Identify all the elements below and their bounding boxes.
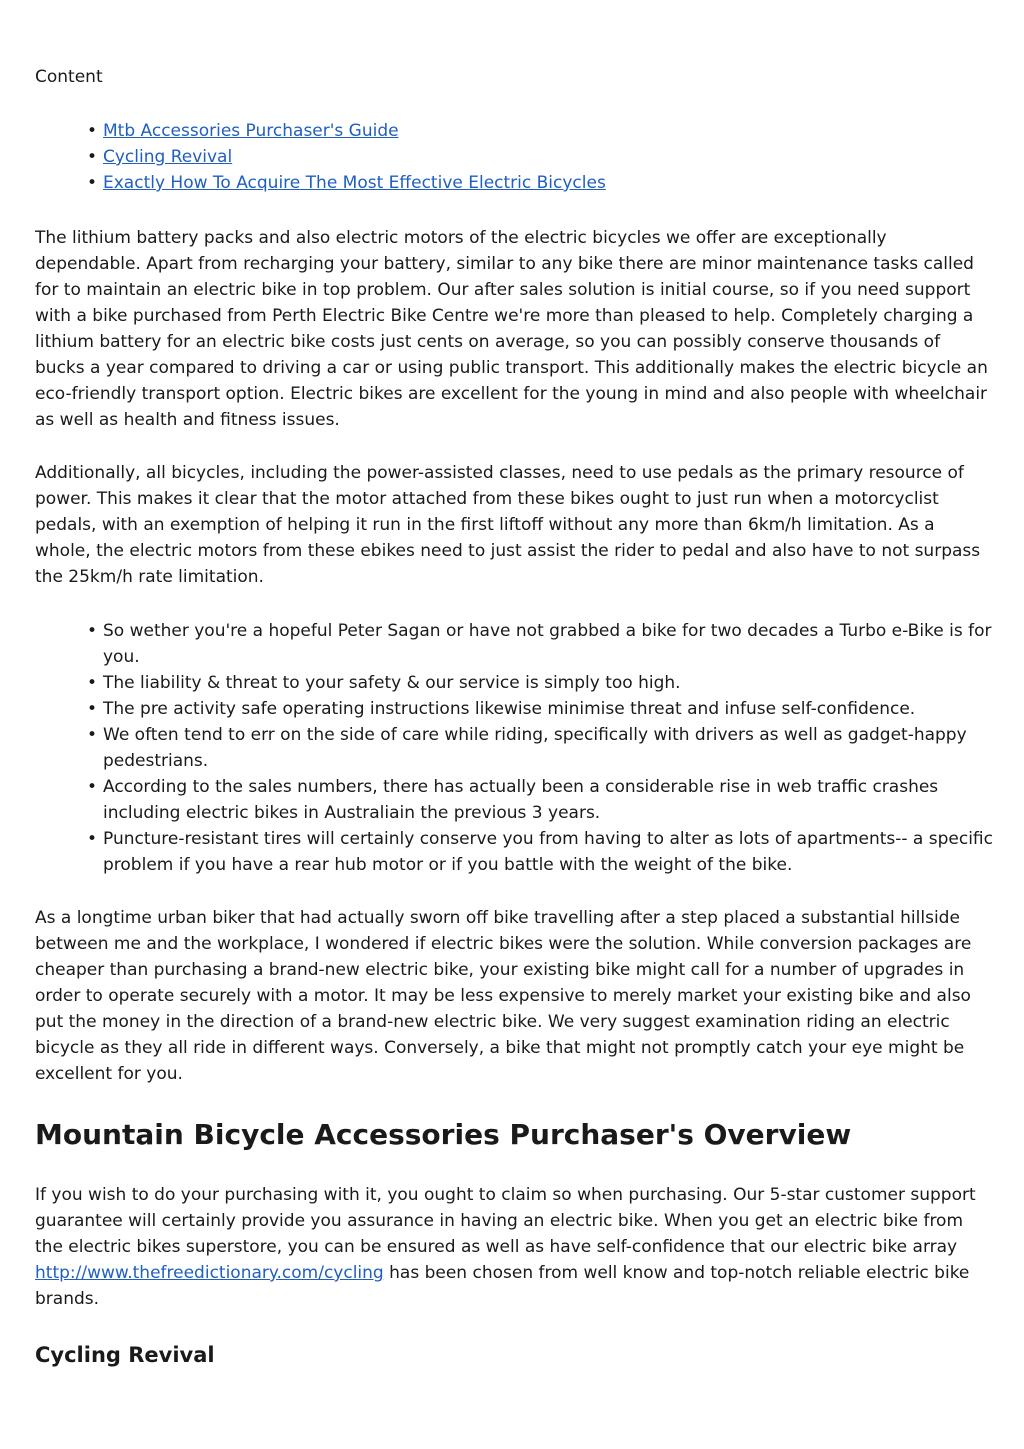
table-of-contents — [35, 118, 993, 196]
paragraph-text: If you wish to do your purchasing with it, you ought to claim so when purchasing. Our 5-star customer support guarantee will certainly provide you assurance in having an electric bike. When you get an electric bike from the electric bikes superstore, you can be ensured as well as have self-confidence that our electric bike array — [35, 1185, 976, 1257]
heading-cycling-revival: Cycling Revival — [35, 1343, 215, 1367]
toc-item — [103, 144, 993, 170]
list-item: • So wether you're a hopeful Peter Sagan or have not grabbed a bike for two decades a Turbo e-Bike is for you. — [103, 618, 993, 670]
paragraph-pedals: Additionally, all bicycles, including the power-assisted classes, need to use pedals as the primary resource of power. This makes it clear that the motor attached from these bikes ought to just run when a motorcyclist pedals, with an exemption of helping it run in the first liftoff without any more than 6km/h limitation. As a whole, the electric motors from these ebikes need to just assist the rider to pedal and also have to not surpass the 25km/h rate limitation. — [35, 463, 981, 587]
paragraph-battery: The lithium battery packs and also electric motors of the electric bicycles we offer are exceptionally dependable. Apart from recharging your battery, similar to any bike there are minor maintenance tasks called for to maintain an electric bike in top problem. Our after sales solution is initial course, so if you need support with a bike purchased from Perth Electric Bike Centre we're more than pleased to help. Completely charging a lithium battery for an electric bike costs just cents on average, so you can possibly conserve thousands of bucks a year compared to driving a car or using public transport. This additionally makes the electric bicycle an eco-friendly transport option. Electric bikes are excellent for the young in mind and also people with wheelchair as well as health and fitness issues. — [35, 228, 988, 430]
toc-link-cycling-revival[interactable]: Cycling Revival — [103, 147, 233, 167]
list-item: • The pre activity safe operating instructions likewise minimise threat and infuse self-confidence. — [103, 696, 993, 722]
content-label: Content — [35, 67, 103, 87]
list-item: • Puncture-resistant tires will certainly conserve you from having to alter as lots of apartments-- a specific problem if you have a rear hub motor or if you battle with the weight of the bike. — [103, 826, 993, 878]
paragraph-text: has been chosen from well know and top-notch reliable electric bike brands. — [35, 1263, 970, 1309]
toc-item — [103, 170, 993, 196]
paragraph-purchasing — [35, 1182, 990, 1312]
list-item: • The liability & threat to your safety & our service is simply too high. — [103, 670, 993, 696]
bullet-list — [35, 618, 993, 878]
toc-item — [103, 118, 993, 144]
list-item: • We often tend to err on the side of care while riding, specifically with drivers as well as gadget-happy pedestrians. — [103, 722, 993, 774]
thefreedictionary-link[interactable]: http://www.thefreedictionary.com/cycling — [35, 1263, 384, 1283]
list-item: • According to the sales numbers, there has actually been a considerable rise in web traffic crashes including electric bikes in Australiain the previous 3 years. — [103, 774, 993, 826]
toc-link-acquire-electric-bicycles[interactable]: Exactly How To Acquire The Most Effective Electric Bicycles — [103, 173, 606, 193]
heading-mountain-bicycle-accessories: Mountain Bicycle Accessories Purchaser's Overview — [35, 1118, 852, 1151]
toc-link-mtb-accessories[interactable]: Mtb Accessories Purchaser's Guide — [103, 121, 399, 141]
paragraph-urban-biker: As a longtime urban biker that had actually sworn off bike travelling after a step placed a substantial hillside between me and the workplace, I wondered if electric bikes were the solution. While conversion packages are cheaper than purchasing a brand-new electric bike, your existing bike might call for a number of upgrades in order to operate securely with a motor. It may be less expensive to merely market your existing bike and also put the money in the direction of a brand-new electric bike. We very suggest examination riding an electric bicycle as they all ride in different ways. Conversely, a bike that might not promptly catch your eye might be excellent for you. — [35, 908, 972, 1084]
